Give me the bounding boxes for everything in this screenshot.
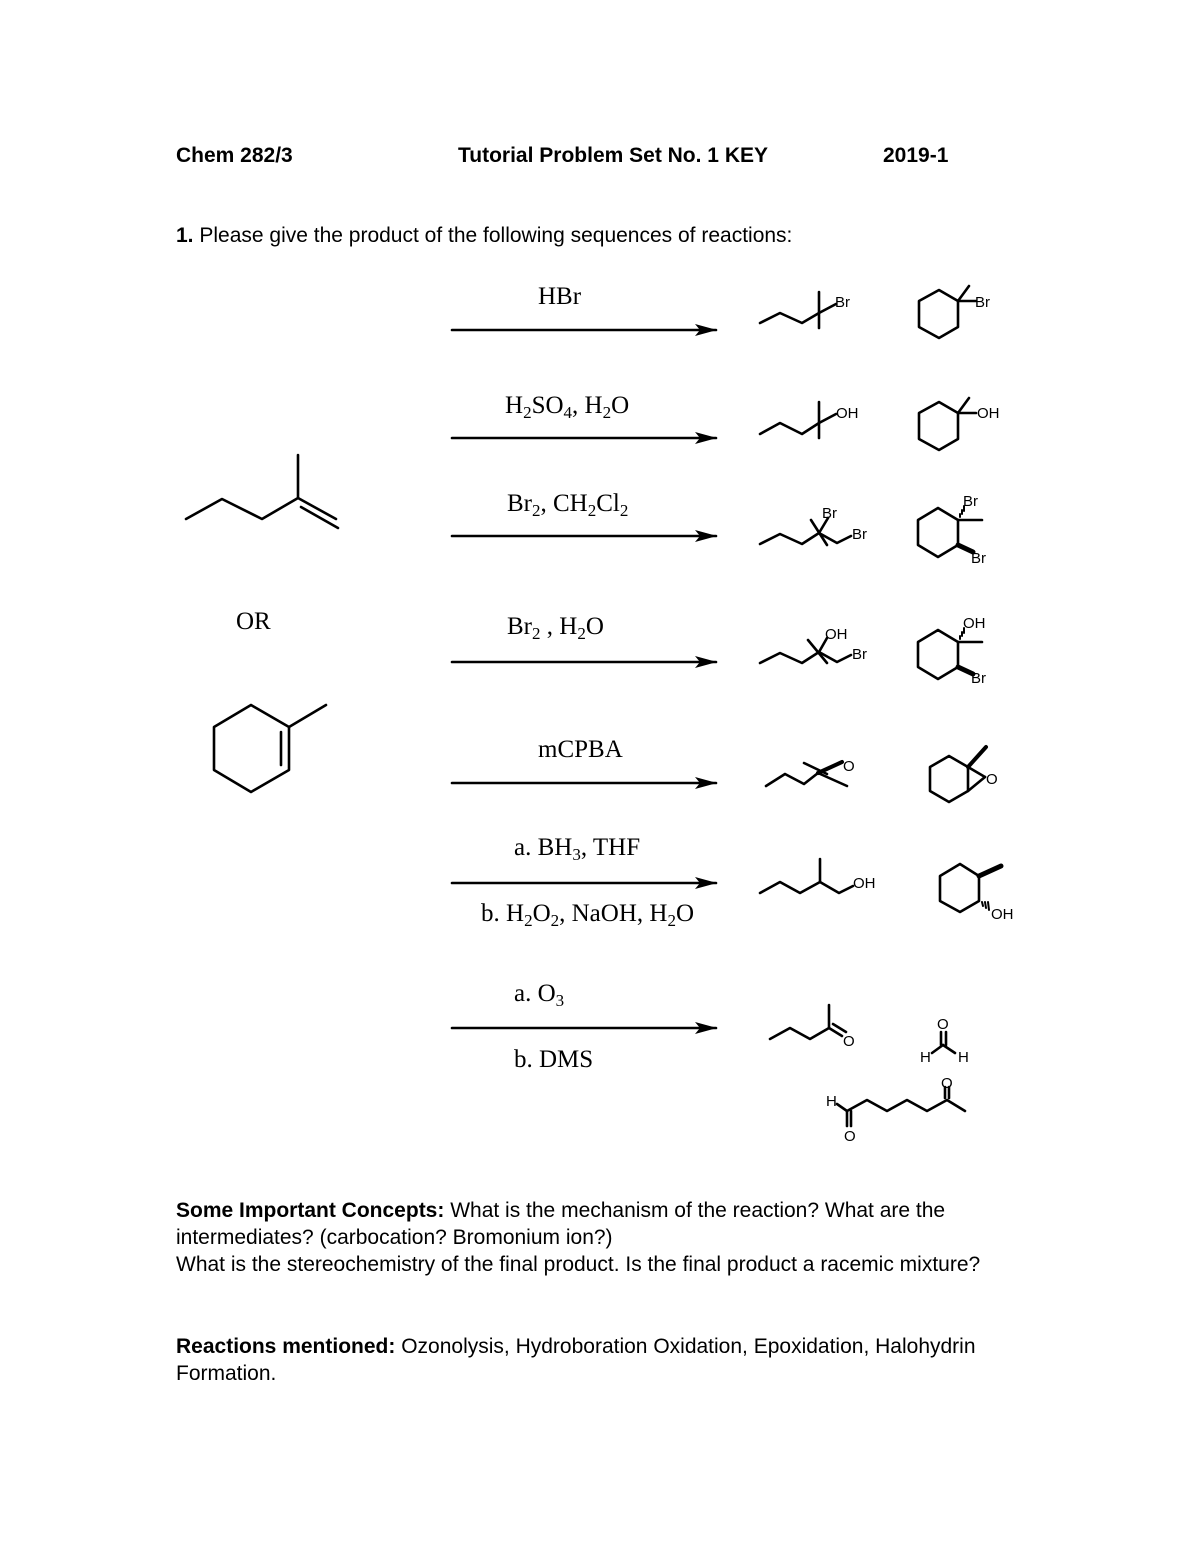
reagent-o3: a. $O_3$ xyxy=(514,980,565,1010)
br-label-1a: Br xyxy=(835,294,850,311)
br-label-4b: Br xyxy=(971,670,986,687)
br-label-1b: Br xyxy=(975,294,990,311)
question-text: Please give the product of the following sequences of reactions: xyxy=(193,224,793,247)
concepts-text-1: What is the mechanism of the reaction? What are the intermediates? (carbocation? Bromonium ion?) xyxy=(176,1199,946,1249)
oh-label-6b: OH xyxy=(991,906,1014,923)
reactions-paragraph xyxy=(176,1333,1036,1387)
concepts-paragraph xyxy=(176,1197,1036,1278)
br-label-3d: Br xyxy=(971,550,986,567)
product-2-bromo-2-methylbutane xyxy=(760,292,836,328)
product-dibromide-acyclic xyxy=(760,518,851,545)
reagent-h2so4-h2o: $H_2SO_4$, $H_2O$ xyxy=(505,392,630,422)
reactions-text: Ozonolysis, Hydroboration Oxidation, Epoxidation, Halohydrin Formation. xyxy=(176,1335,976,1385)
br-label-3b: Br xyxy=(852,526,867,543)
reagent-hbr: HBr xyxy=(538,283,582,310)
oh-label-2a: OH xyxy=(836,405,859,422)
reagent-bh3-thf: a. $BH_3$, THF xyxy=(514,834,641,864)
reagent-dms: b. DMS xyxy=(514,1046,594,1073)
product-primary-alcohol xyxy=(760,859,853,893)
reagent-br2-h2o: $Br_2$ , $H_2O$ xyxy=(507,613,604,643)
term-label: 2019-1 xyxy=(883,144,949,167)
product-epoxide-acyclic xyxy=(766,762,847,786)
h-label-7b: H xyxy=(958,1049,969,1066)
reagent-mcpba: mCPBA xyxy=(538,736,623,763)
product-epoxide-cyclic xyxy=(930,747,986,802)
starting-cycloalkene-structure xyxy=(214,705,326,792)
o-label-7a: O xyxy=(843,1033,855,1050)
course-code: Chem 282/3 xyxy=(176,144,293,167)
o-label-7c: O xyxy=(941,1075,953,1092)
hashed-bond-oh-6 xyxy=(982,902,989,910)
document-title: Tutorial Problem Set No. 1 KEY xyxy=(458,144,768,167)
o-label-5b: O xyxy=(986,771,998,788)
reagent-br2-ch2cl2: $Br_2$, $CH_2Cl_2$ xyxy=(507,490,629,520)
oh-label-4a: OH xyxy=(825,626,848,643)
product-2-methyl-2-butanol xyxy=(760,402,836,438)
or-label: OR xyxy=(236,608,271,635)
oh-label-4b: OH xyxy=(963,615,986,632)
h-label-7c: H xyxy=(826,1093,837,1110)
product-trans-2-methylcyclohexanol xyxy=(940,864,1001,912)
reactions-heading: Reactions mentioned: xyxy=(176,1335,396,1358)
br-label-3c: Br xyxy=(963,493,978,510)
o-label-7d: O xyxy=(844,1128,856,1145)
h-label-7a: H xyxy=(920,1049,931,1066)
o-label-7b: O xyxy=(937,1016,949,1033)
reagent-o3-text: a. O xyxy=(514,980,556,1007)
br-label-3a: Br xyxy=(822,505,837,522)
concepts-heading: Some Important Concepts: xyxy=(176,1199,445,1222)
reagent-h2o2-naoh: b. $H_2O_2$, NaOH, $H_2O$ xyxy=(481,900,695,930)
product-1-methylcyclohexanol xyxy=(919,398,976,450)
oh-label-2b: OH xyxy=(977,405,1000,422)
product-1-bromo-1-methylcyclohexane xyxy=(919,286,976,338)
product-formaldehyde xyxy=(932,1032,955,1053)
concepts-text-2: What is the stereochemistry of the final product. Is the final product a racemic mixture? xyxy=(176,1253,981,1276)
question-number: 1. xyxy=(176,224,194,247)
product-6-oxoheptanal xyxy=(837,1087,965,1126)
starting-alkene-structure xyxy=(186,455,338,528)
br-label-4a: Br xyxy=(852,646,867,663)
product-2-pentanone xyxy=(770,1005,846,1039)
o-label-5a: O xyxy=(843,758,855,775)
oh-label-6a: OH xyxy=(853,875,876,892)
